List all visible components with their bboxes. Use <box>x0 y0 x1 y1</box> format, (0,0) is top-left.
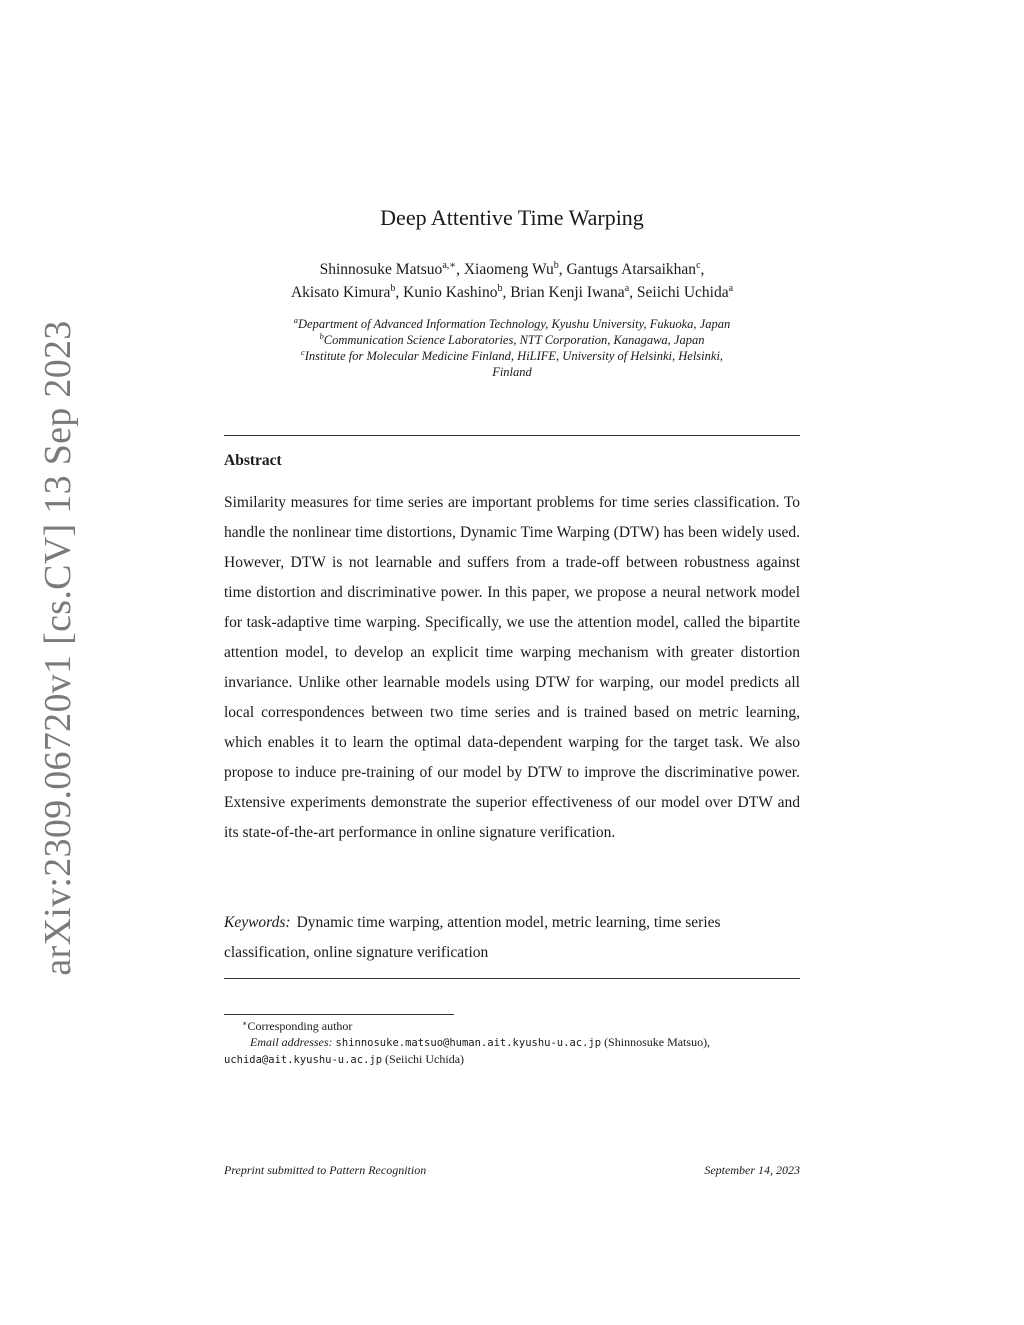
affiliation-marker: a <box>293 315 298 325</box>
abstract-bottom-rule <box>224 978 800 979</box>
arxiv-identifier: arXiv:2309.06720v1 [cs.CV] 13 Sep 2023 <box>37 320 79 976</box>
corresponding-author-text: Corresponding author <box>247 1019 353 1033</box>
author-name: Shinnosuke Matsuo <box>319 261 443 278</box>
preprint-note: Preprint submitted to Pattern Recognition <box>224 1163 427 1177</box>
author-separator: , <box>558 261 567 278</box>
email-label: Email addresses: <box>250 1035 333 1049</box>
author-affiliation-marker: b <box>553 260 559 271</box>
author-name: Brian Kenji Iwana <box>510 284 625 301</box>
paper-title: Deep Attentive Time Warping <box>380 205 644 230</box>
affiliation-c-continued <box>224 364 800 380</box>
author-separator: , <box>456 261 464 278</box>
author-affiliation-marker: a <box>624 283 630 294</box>
affiliation-text: Department of Advanced Information Technology, Kyushu University, Fukuoka, Japan <box>298 317 731 331</box>
footnote-rule <box>224 1014 454 1015</box>
author-name: Xiaomeng Wu <box>463 261 554 278</box>
author-affiliation-marker: b <box>497 283 503 294</box>
affiliation-b <box>224 332 800 348</box>
email-line <box>224 1034 800 1051</box>
author-separator: , <box>629 284 637 301</box>
author-affiliation-marker: a,∗ <box>442 260 457 271</box>
email-owner: (Shinnosuke Matsuo), <box>604 1035 711 1049</box>
author-separator: , <box>502 284 511 301</box>
author-separator: , <box>700 261 705 278</box>
author-name: Kunio Kashino <box>403 284 498 301</box>
affiliation-text: Institute for Molecular Medicine Finland, HiLIFE, University of Helsinki, Helsinki, <box>304 349 724 363</box>
affiliation-a <box>224 316 800 332</box>
abstract-top-rule <box>224 435 800 436</box>
email-link-matsuo[interactable]: shinnosuke.matsuo@human.ait.kyushu-u.ac.jp <box>335 1037 602 1049</box>
affiliation-marker: b <box>319 331 324 341</box>
author-affiliation-marker: a <box>728 283 734 294</box>
author-affiliation-marker: b <box>390 283 396 294</box>
affiliation-list <box>224 316 800 380</box>
author-name: Gantugs Atarsaikhan <box>566 261 697 278</box>
author-separator: , <box>395 284 404 301</box>
abstract-text: Similarity measures for time series are important problems for time series classification. To handle the nonlinear time distortions, Dynamic Time Warping (DTW) has been widely used. However, DTW is not learnable and suffers from a trade-off between robustness against time distortion and discriminative power. In this paper, we propose a neural network model for task-adaptive time warping. Specifically, we use the attention model, called the bipartite attention model, to develop an explicit time warping mechanism with greater distortion invariance. Unlike other learnable models using DTW for warping, our model predicts all local correspondences between two time series and is trained based on metric learning, which enables it to learn the optimal data-dependent warping for the target task. We also propose to induce pre-training of our model by DTW to improve the discriminative power. Extensive experiments demonstrate the superior effectiveness of our model over DTW and its state-of-the-art performance in online signature verification. <box>224 494 800 841</box>
email-link-uchida[interactable]: uchida@ait.kyushu-u.ac.jp <box>224 1054 383 1066</box>
author-name: Akisato Kimura <box>290 284 391 301</box>
keywords-text: Dynamic time warping, attention model, metric learning, time series classification, online signature verification <box>224 914 721 961</box>
keywords <box>224 908 784 968</box>
keywords-label: Keywords: <box>224 914 291 931</box>
affiliation-text: Communication Science Laboratories, NTT Corporation, Kanagawa, Japan <box>323 333 705 347</box>
abstract-heading: Abstract <box>224 452 282 469</box>
footnote <box>224 1018 800 1068</box>
author-line-2 <box>224 281 800 304</box>
footnote-marker: ∗ <box>242 1019 248 1028</box>
author-affiliation-marker: c <box>696 260 701 271</box>
abstract-body <box>224 488 800 848</box>
email-owner: (Seiichi Uchida) <box>385 1052 465 1066</box>
corresponding-author-note <box>224 1018 800 1034</box>
footer-date: September 14, 2023 <box>704 1163 800 1177</box>
affiliation-c <box>224 348 800 364</box>
affiliation-marker: c <box>300 347 305 357</box>
author-list <box>224 258 800 304</box>
author-name: Seiichi Uchida <box>636 284 729 301</box>
author-line-1 <box>224 258 800 281</box>
affiliation-text: Finland <box>492 365 532 379</box>
email-line-2 <box>224 1051 800 1068</box>
